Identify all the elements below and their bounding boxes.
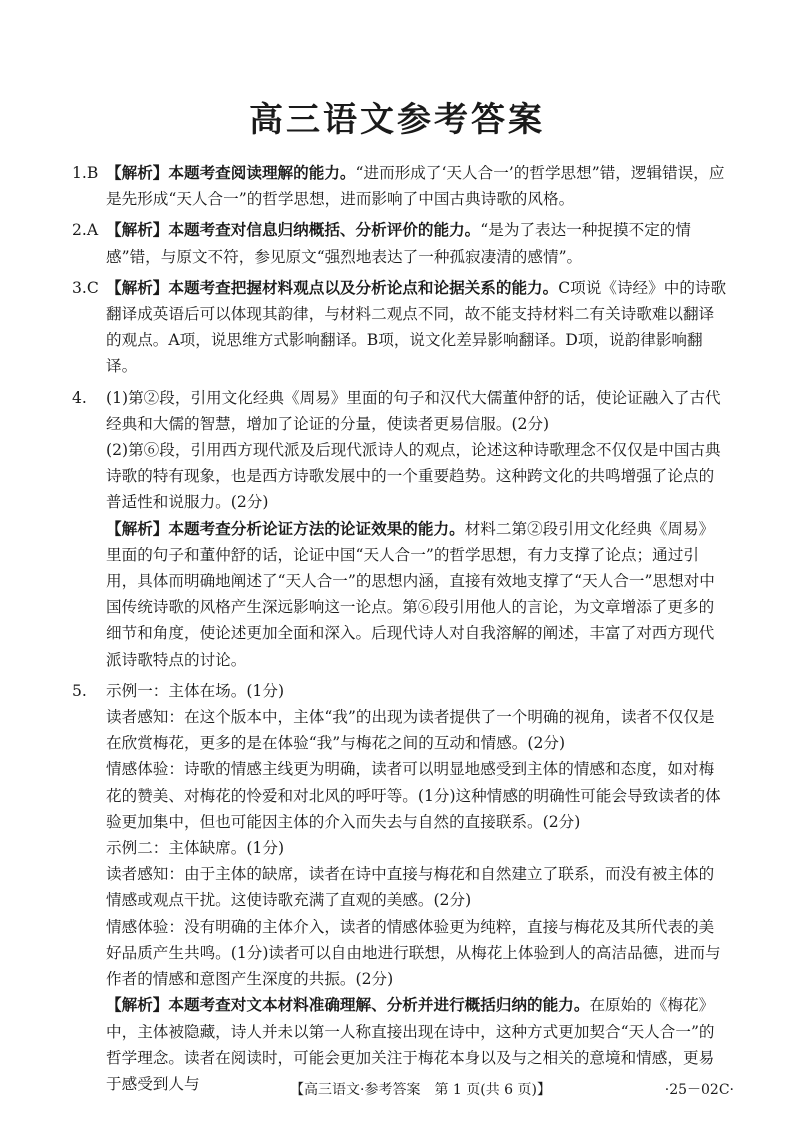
footer-page-info: 【高三语文·参考答案 第 1 页(共 6 页)】: [290, 1082, 551, 1098]
example-1-perception: 读者感知：在这个版本中，主体“我”的出现为读者提供了一个明确的视角，读者不仅仅是在欣赏梅花，更多的是在体验“我”与梅花之间的互动和情感。(2分): [106, 708, 715, 753]
analysis-text: 材料二第②段引用文化经典《周易》里面的句子和董仲舒的话，论证中国“天人合一”的哲学思想，有力支撑了论点；通过引用，具体而明确地阐述了“天人合一”的思想内涵，直接有效地支撑了“天人合一”思想对中国传统诗歌的风格产生深远影响这一论点。第⑥段引用他人的言论，为文章增添了更多的细节和角度，使论述更加全面和深入。后现代诗人对自我溶解的阐述，丰富了对西方现代派诗歌特点的讨论。: [106, 519, 715, 669]
analysis-text: “进而形成了‘天人合一’的哲学思想”错，逻辑错误，应是先形成“天人合一”的哲学思想，进而影响了中国古典诗歌的风格。: [106, 164, 725, 209]
analysis-tag: 【解析】: [106, 220, 169, 240]
analysis-focus: 本题考查阅读理解的能力。: [168, 163, 356, 182]
analysis-focus: 本题考查对信息归纳概括、分析评价的能力。: [168, 220, 481, 240]
analysis-focus: 本题考查分析论证方法的论证效果的能力。: [168, 518, 465, 538]
answer-point-1: (1)第②段，引用文化经典《周易》里面的句子和汉代大儒董仲舒的话，使论证融入了古代经典和大儒的智慧，增加了论证的分量，使读者更易信服。(2分): [106, 388, 721, 433]
answer-item-1: [72, 160, 728, 212]
item-number: 3.C: [72, 278, 99, 297]
analysis-tag: 【解析】: [106, 995, 169, 1015]
page-title: 高三语文参考答案: [249, 100, 545, 140]
item-analysis: [106, 516, 728, 673]
analysis-text: “是为了表达一种捉摸不定的情感”错，与原文不符，参见原文“强烈地表达了一种孤寂凄清的感情”。: [106, 221, 691, 266]
item-number: 5.: [72, 681, 87, 700]
analysis-text: C项说《诗经》中的诗歌翻译成英语后可以体现其韵律，与材料二观点不同，故不能支持材料二有关诗歌难以翻译的观点。A项，说思维方式影响翻译。B项，说文化差异影响翻译。D项，说韵律影响翻译。: [106, 278, 727, 376]
analysis-tag: 【解析】: [106, 518, 169, 538]
answer-item-4: [72, 385, 728, 673]
analysis-focus: 本题考查对文本材料准确理解、分析并进行概括归纳的能力。: [168, 995, 590, 1015]
analysis-focus: 本题考查把握材料观点以及分析论点和论据关系的能力。: [168, 277, 559, 297]
item-number: 4.: [72, 388, 87, 407]
analysis-tag: 【解析】: [106, 277, 169, 297]
item-number: 1.B: [72, 164, 99, 182]
answer-point-2: (2)第⑥段，引用西方现代派及后现代派诗人的观点，论述这种诗歌理念不仅仅是中国古典诗歌的特有现象，也是西方诗歌发展中的一个重要趋势。这种跨文化的共鸣增强了论点的普适性和说服力。(2分): [106, 441, 721, 512]
answer-item-2: [72, 217, 728, 269]
footer-code: ·25－02C·: [664, 1082, 734, 1098]
example-2-emotion: 情感体验：没有明确的主体介入，读者的情感体验更为纯粹，直接与梅花及其所代表的美好品质产生共鸣。(1分)读者可以自由地进行联想，从梅花上体验到人的高洁品德，进而与作者的情感和意图产生深度的共振。(2分): [106, 917, 721, 989]
item-analysis: [106, 217, 728, 269]
example-1-emotion: 情感体验：诗歌的情感主线更为明确，读者可以明显地感受到主体的情感和态度，如对梅花的赞美、对梅花的怜爱和对北风的呼吁等。(1分)这种情感的明确性可能会导致读者的体验更加集中，但也可能因主体的介入而失去与自然的直接联系。(2分): [106, 760, 721, 831]
example-1-heading: 示例一：主体在场。(1分): [106, 681, 285, 700]
example-2-perception: 读者感知：由于主体的缺席，读者在诗中直接与梅花和自然建立了联系，而没有被主体的情感或观点干扰。这使诗歌充满了直观的美感。(2分): [106, 865, 715, 910]
item-number: 2.A: [72, 221, 99, 240]
answer-item-5: [72, 678, 728, 1097]
item-analysis: [106, 160, 728, 212]
example-2-heading: 示例二：主体缺席。(1分): [106, 839, 285, 858]
answer-item-3: [72, 275, 728, 380]
analysis-tag: 【解析】: [106, 163, 169, 182]
analysis-text: 在原始的《梅花》中，主体被隐藏，诗人并未以第一人称直接出现在诗中，这种方式更加契合“天人合一”的哲学理念。读者在阅读时，可能会更加关注于梅花本身以及与之相关的意境和情感，更易于感受到人与: [106, 996, 715, 1093]
answer-content: [72, 160, 728, 1097]
item-analysis: [106, 275, 728, 380]
